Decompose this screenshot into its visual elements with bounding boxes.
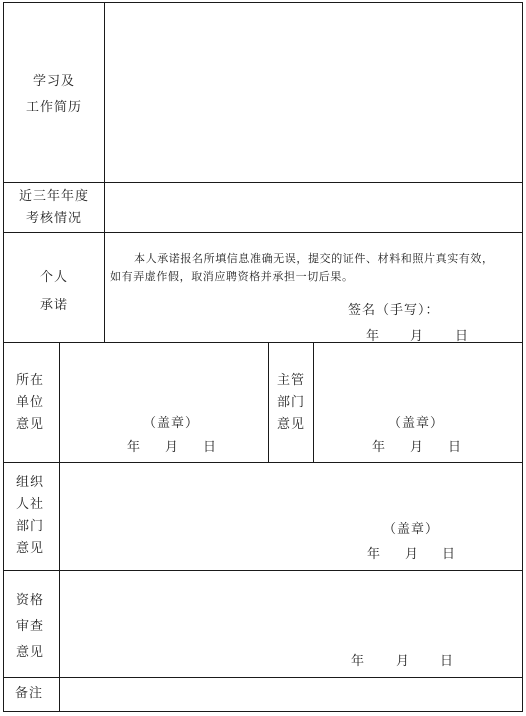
signature-label: 签名（手写）： <box>348 303 440 318</box>
label-line: 近三年年度 <box>18 189 89 204</box>
study-work-field[interactable] <box>105 3 522 182</box>
dept-opinion-label <box>270 370 312 436</box>
day-label: 日 <box>442 547 456 562</box>
study-work-label <box>4 69 104 121</box>
col-divider <box>268 342 269 463</box>
day-label: 日 <box>448 440 462 455</box>
org-opinion-label <box>8 472 52 560</box>
label-line: 部门 <box>276 395 305 410</box>
org-seal: （盖章） <box>383 522 440 537</box>
label-line: 学习及 <box>32 74 75 89</box>
label-line: 意见 <box>15 541 44 556</box>
unit-opinion-field[interactable] <box>60 343 268 462</box>
year-label: 年 <box>351 654 365 669</box>
assessment-label <box>4 186 104 230</box>
unit-opinion-label <box>8 370 52 436</box>
label-line: 承诺 <box>39 298 68 313</box>
label-line: 意见 <box>276 417 305 432</box>
year-label: 年 <box>127 440 141 455</box>
assessment-field[interactable] <box>105 183 522 232</box>
label-line: 工作简历 <box>25 100 82 115</box>
day-label: 日 <box>203 440 217 455</box>
table-border-right <box>522 2 523 712</box>
remark-label: 备注 <box>15 686 44 701</box>
month-label: 月 <box>405 547 419 562</box>
label-line: 考核情况 <box>25 211 82 226</box>
month-label: 月 <box>410 329 424 344</box>
table-border-bottom <box>3 711 523 712</box>
label-line: 组织 <box>15 475 44 490</box>
review-opinion-label <box>8 588 52 666</box>
label-line: 部门 <box>15 519 44 534</box>
row-divider <box>3 232 523 233</box>
year-label: 年 <box>372 440 386 455</box>
label-line: 个人 <box>39 270 68 285</box>
label-line: 单位 <box>15 395 44 410</box>
month-label: 月 <box>165 440 179 455</box>
label-line: 人社 <box>15 497 44 512</box>
pledge-label <box>4 264 104 320</box>
unit-seal: （盖章） <box>143 416 200 431</box>
pledge-text-line1: 本人承诺报名所填信息准确无误，提交的证件、材料和照片真实有效， <box>134 252 494 265</box>
label-line: 意见 <box>15 645 44 660</box>
remark-field[interactable] <box>60 678 522 711</box>
label-line: 主管 <box>276 373 305 388</box>
year-label: 年 <box>367 547 381 562</box>
month-label: 月 <box>396 654 410 669</box>
label-line: 所在 <box>15 373 44 388</box>
day-label: 日 <box>440 654 454 669</box>
label-line: 意见 <box>15 417 44 432</box>
pledge-text-line2: 如有弄虚作假，取消应聘资格并承担一切后果。 <box>110 270 354 283</box>
month-label: 月 <box>410 440 424 455</box>
label-line: 审查 <box>15 619 44 634</box>
year-label: 年 <box>366 329 380 344</box>
label-line: 资格 <box>15 593 44 608</box>
day-label: 日 <box>455 329 469 344</box>
dept-seal: （盖章） <box>388 416 445 431</box>
